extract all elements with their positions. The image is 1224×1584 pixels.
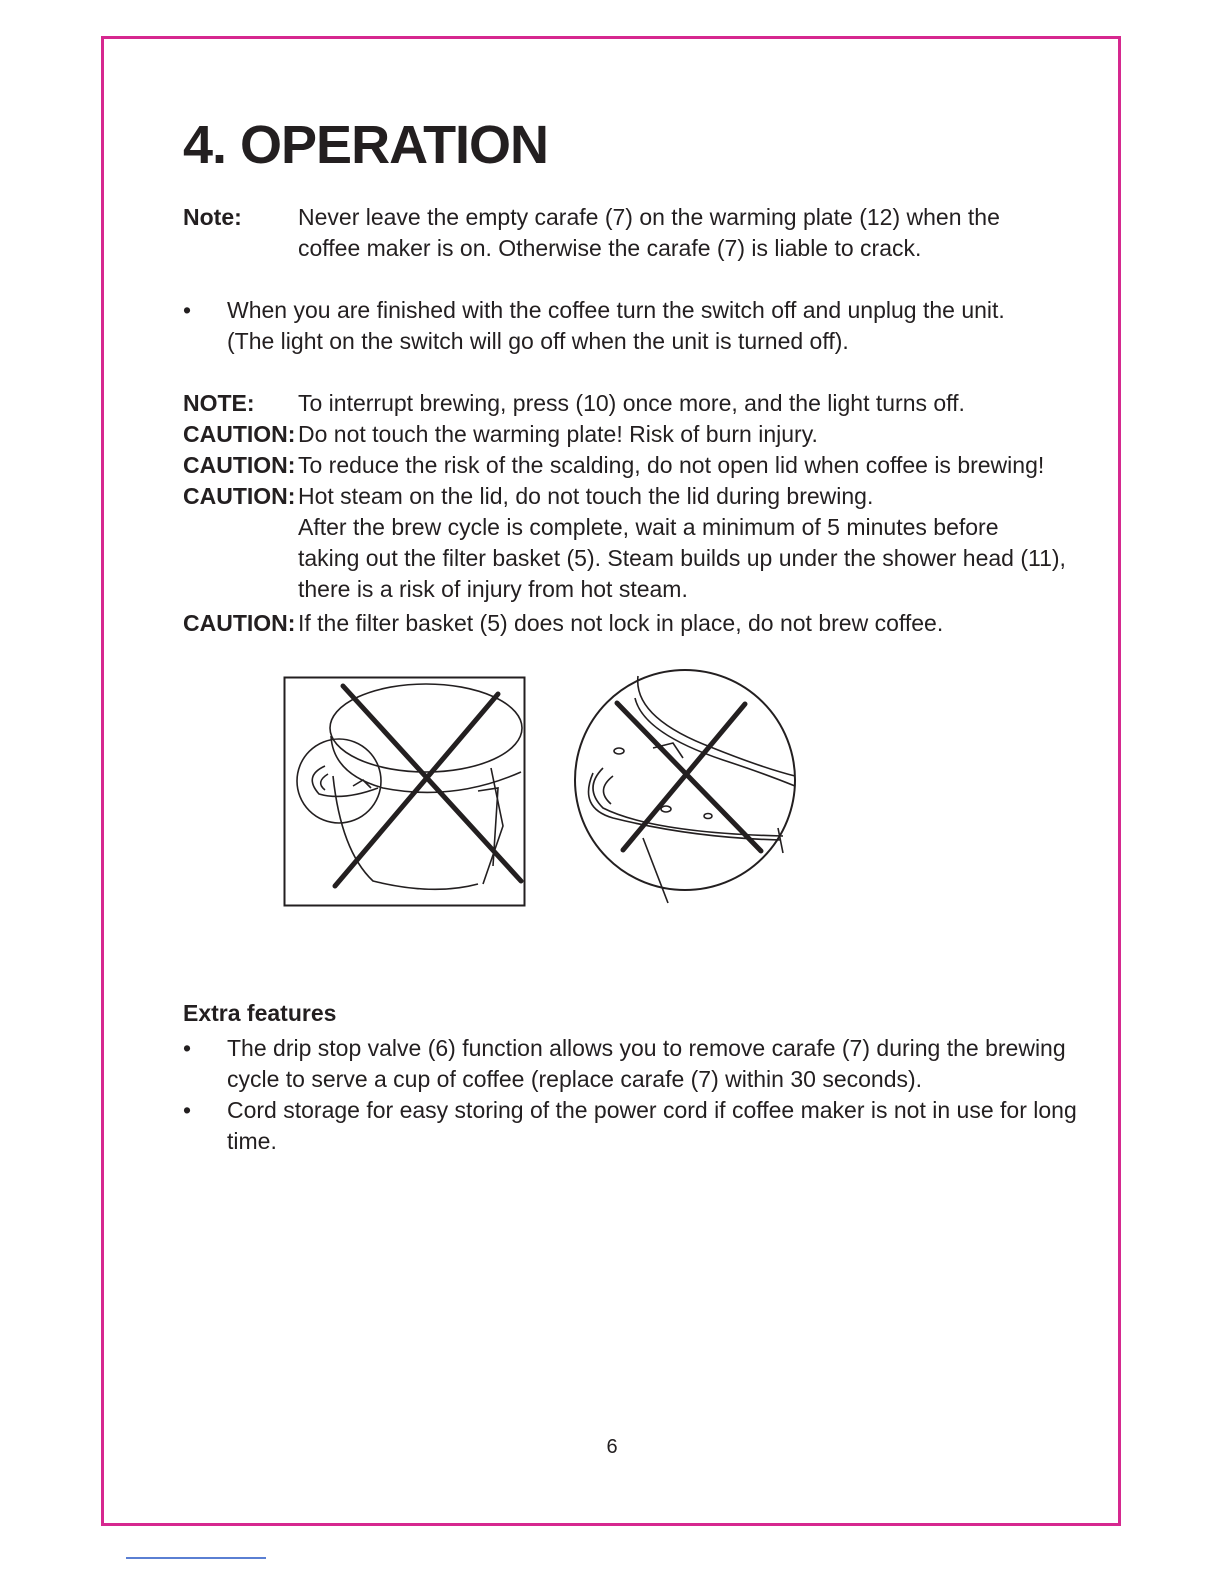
feature-line: Cord storage for easy storing of the power cord if coffee maker is not in use for long [227,1097,1077,1123]
warning-line: there is a risk of injury from hot steam. [298,576,688,602]
warning-text [298,481,1074,605]
link-underline [126,1557,266,1559]
warning-label: CAUTION: [183,610,296,636]
feature-item [183,1033,1084,1095]
coffee-maker-lid-illustration [283,676,527,908]
page-number: 6 [606,1436,618,1458]
note-line: coffee maker is on. Otherwise the carafe (7) is liable to crack. [298,235,922,261]
warning-label: NOTE: [183,390,255,416]
warning-line: After the brew cycle is complete, wait a minimum of 5 minutes before [298,514,999,540]
feature-line: time. [227,1128,277,1154]
note-block [183,202,1074,264]
bullet-line: (The light on the switch will go off when the unit is turned off). [227,328,849,354]
warning-text: To interrupt brewing, press (10) once more, and the light turns off. [298,390,965,416]
warning-line: Hot steam on the lid, do not touch the lid during brewing. [298,483,874,509]
note-text [298,202,1074,264]
feature-text [227,1095,1084,1157]
bullet-icon: • [183,1035,192,1061]
bullet-icon: • [183,297,192,323]
note-label: Note: [183,204,242,230]
warning-text: Do not touch the warming plate! Risk of burn injury. [298,421,818,447]
feature-text [227,1033,1084,1095]
lid-detail-illustration [573,658,799,908]
warning-label: CAUTION: [183,483,296,509]
warning-text: To reduce the risk of the scalding, do not open lid when coffee is brewing! [298,452,1045,478]
bullet-icon: • [183,1097,192,1123]
feature-item [183,1095,1084,1157]
warning-row [183,608,1074,639]
note-line: Never leave the empty carafe (7) on the warming plate (12) when the [298,204,1000,230]
warning-row [183,450,1074,481]
bullet-text [227,295,1074,357]
feature-line: The drip stop valve (6) function allows you to remove carafe (7) during the brewing [227,1035,1066,1061]
warning-label: CAUTION: [183,421,296,447]
page-title: 4. OPERATION [183,115,549,175]
bullet-line: When you are finished with the coffee turn the switch off and unplug the unit. [227,297,1005,323]
bullet-item [183,295,1074,357]
warning-label: CAUTION: [183,452,296,478]
warning-row [183,388,1074,419]
warning-row [183,481,1074,605]
feature-line: cycle to serve a cup of coffee (replace carafe (7) within 30 seconds). [227,1066,923,1092]
warning-line: taking out the filter basket (5). Steam builds up under the shower head (11), [298,545,1066,571]
warning-row [183,419,1074,450]
warning-text: If the filter basket (5) does not lock in place, do not brew coffee. [298,610,944,636]
extra-features-heading: Extra features [183,1000,337,1026]
